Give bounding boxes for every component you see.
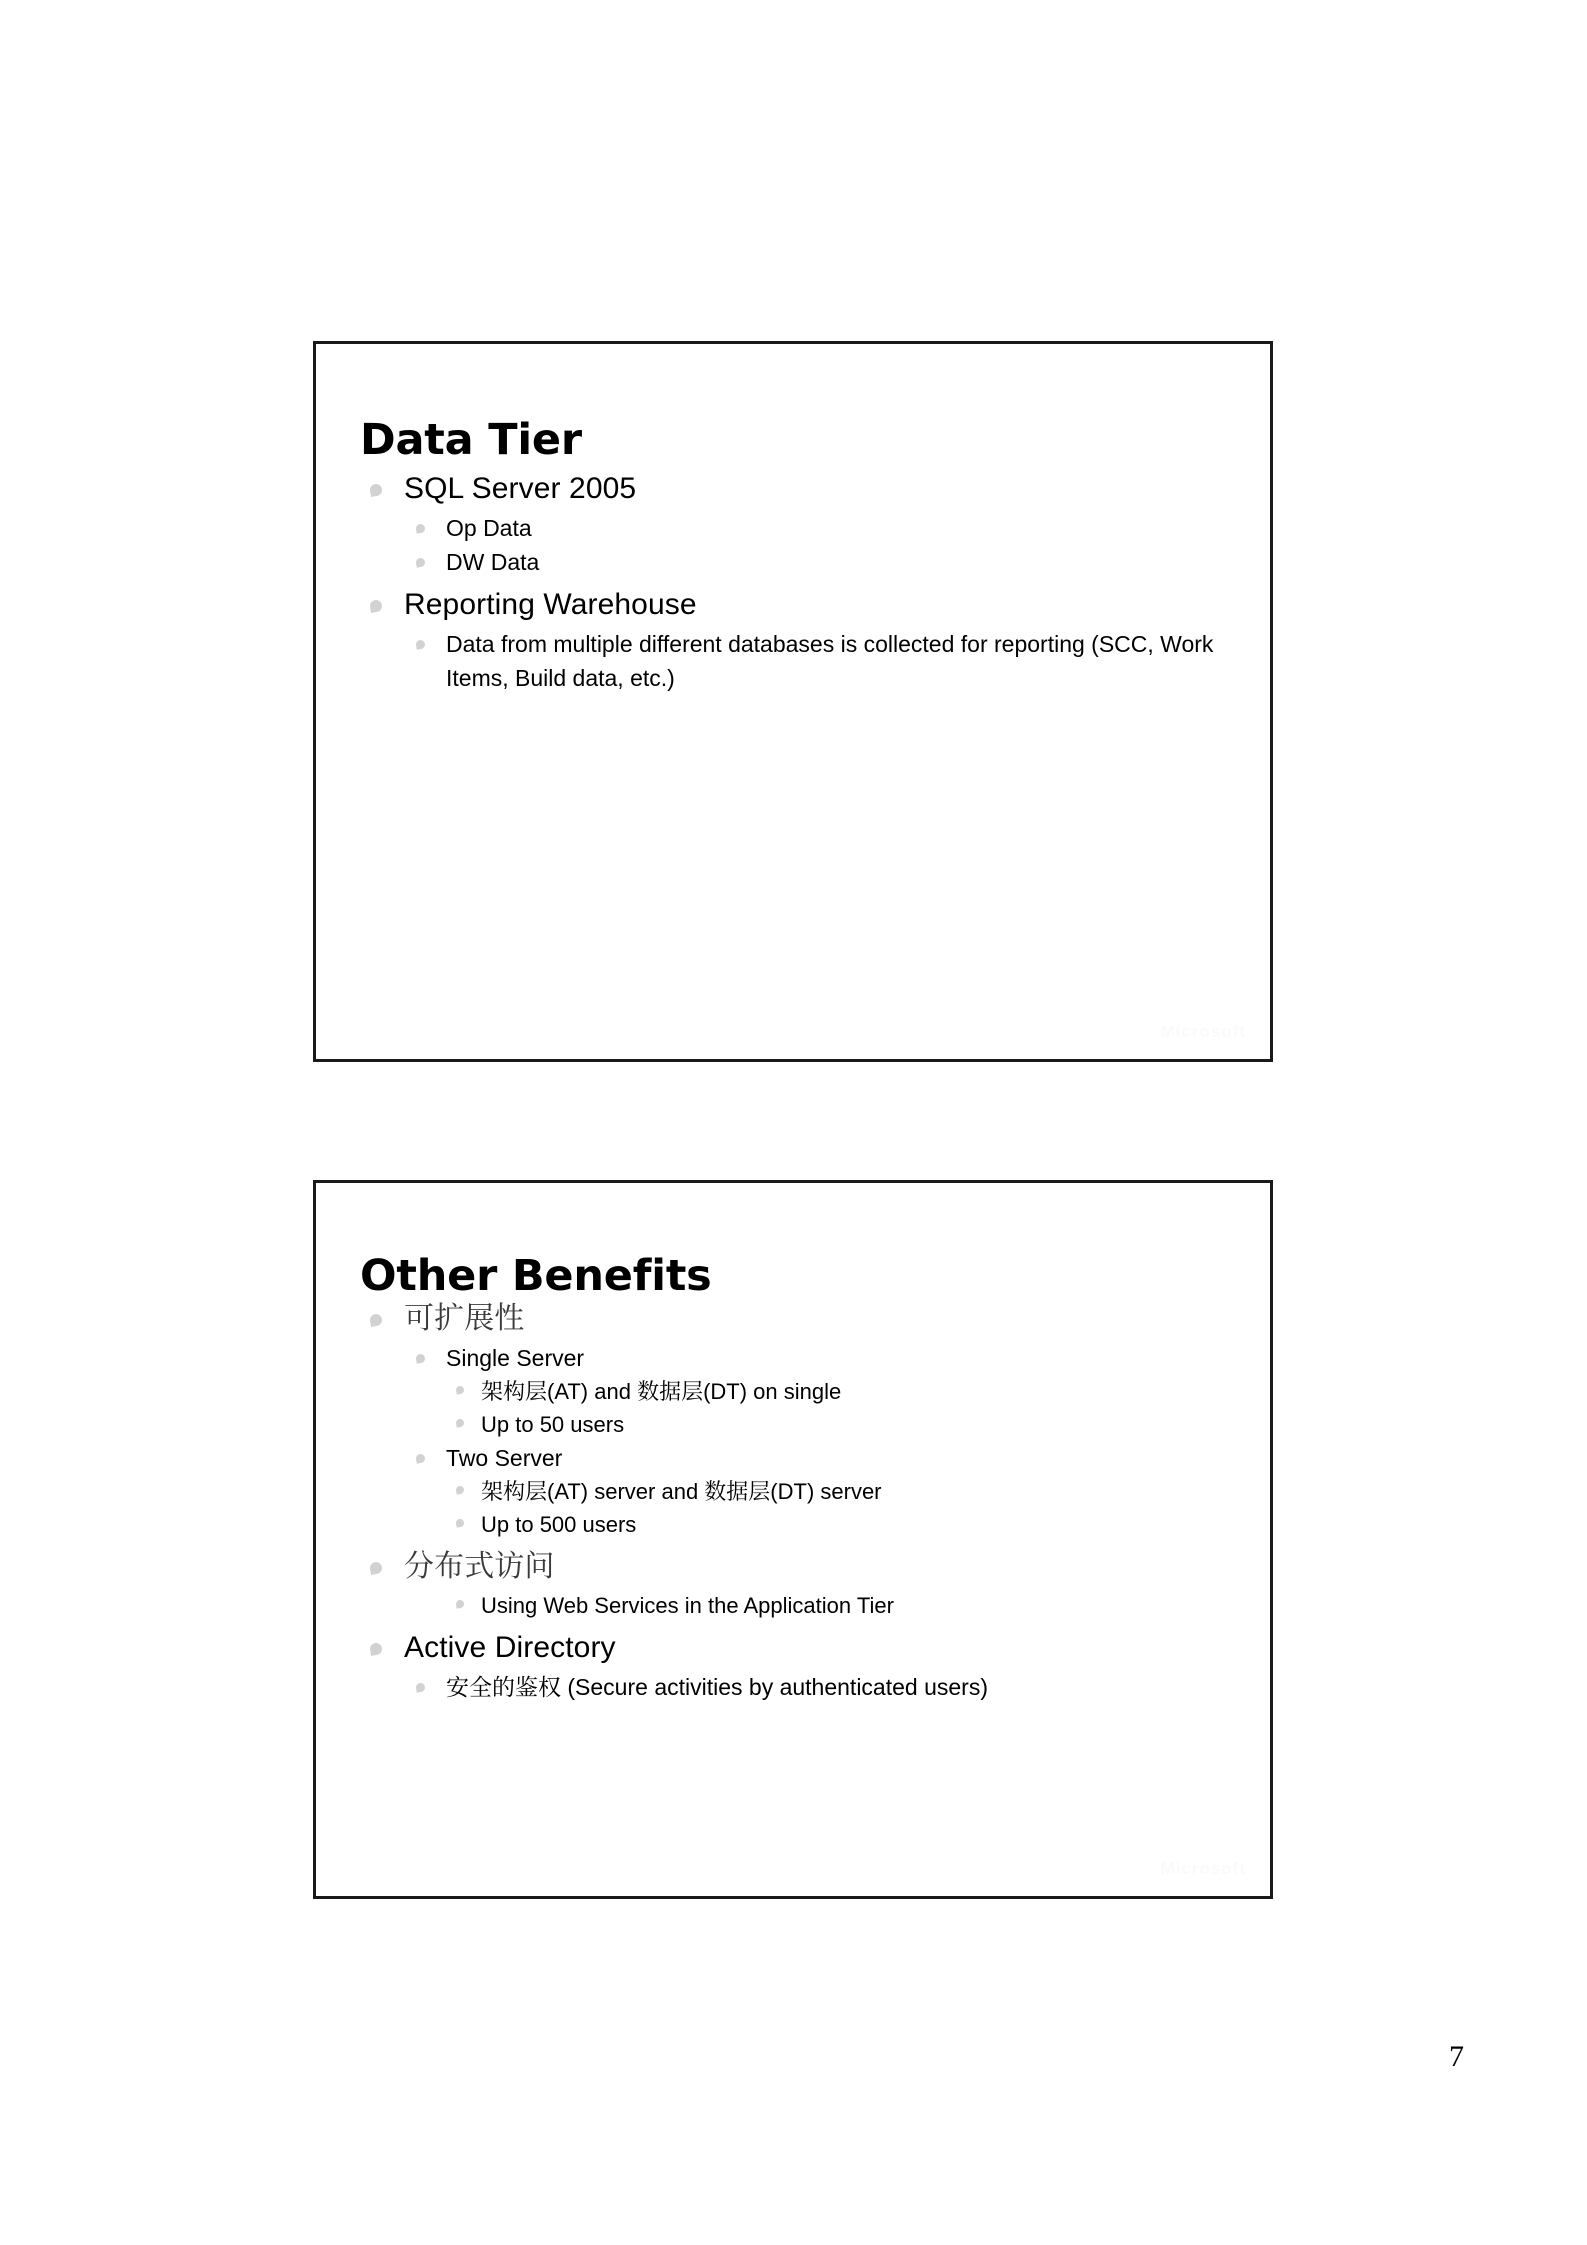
bullet-marker-icon — [415, 523, 425, 533]
slide-watermark: Microsoft — [1160, 1022, 1246, 1041]
outline-item-text: 架构层(AT) server and 数据层(DT) server — [481, 1479, 882, 1504]
bullet-marker-icon — [415, 1453, 425, 1463]
outline-item-level2 — [360, 511, 1236, 545]
bullet-marker-icon — [455, 1518, 464, 1527]
outline-item-text: Data from multiple different databases is collected for reporting (SCC, Work Items, Build data, etc.) — [446, 631, 1214, 691]
outline-item-text: Two Server — [446, 1445, 563, 1471]
outline-item-level1 — [360, 1626, 1236, 1670]
bullet-marker-icon — [415, 1353, 425, 1363]
bullet-marker-icon — [455, 1485, 464, 1494]
bullet-marker-icon — [369, 1313, 383, 1327]
slide-watermark: Microsoft — [1160, 1859, 1246, 1878]
bullet-marker-icon — [415, 1682, 425, 1692]
outline-item-level1 — [360, 1545, 1236, 1589]
slide-body-outline — [360, 467, 1236, 695]
slide-title: Data Tier — [360, 414, 582, 465]
bullet-marker-icon — [369, 599, 383, 613]
slide-title: Other Benefits — [360, 1250, 712, 1301]
bullet-marker-icon — [455, 1418, 464, 1427]
bullet-marker-icon — [455, 1385, 464, 1394]
outline-item-text: Active Directory — [404, 1631, 616, 1664]
bullet-marker-icon — [415, 639, 425, 649]
slide-other-benefits — [313, 1180, 1273, 1899]
bullet-marker-icon — [369, 1642, 383, 1656]
slide-data-tier — [313, 341, 1273, 1062]
outline-item-level3 — [360, 1375, 1236, 1408]
outline-item-level2 — [360, 1341, 1236, 1375]
outline-item-text: Using Web Services in the Application Tier — [481, 1593, 894, 1618]
outline-item-text: DW Data — [446, 549, 540, 575]
outline-item-text: 安全的鉴权 (Secure activities by authenticated users) — [446, 1674, 988, 1700]
slide-body-outline — [360, 1297, 1236, 1704]
outline-item-level3 — [360, 1408, 1236, 1441]
outline-item-text: 分布式访问 — [404, 1549, 555, 1584]
bullet-marker-icon — [455, 1599, 464, 1608]
outline-item-text: 可扩展性 — [404, 1301, 525, 1336]
outline-item-level1 — [360, 467, 1236, 511]
outline-item-text: Up to 500 users — [481, 1512, 637, 1537]
outline-item-text: Up to 50 users — [481, 1412, 625, 1437]
page-number: 7 — [1449, 2040, 1464, 2073]
outline-item-text: 架构层(AT) and 数据层(DT) on single — [481, 1379, 842, 1404]
outline-item-level3 — [360, 1589, 1236, 1622]
outline-item-level2 — [360, 545, 1236, 579]
outline-item-level1 — [360, 1297, 1236, 1341]
outline-item-level1 — [360, 583, 1236, 627]
outline-item-level3 — [360, 1508, 1236, 1541]
outline-item-level2 — [360, 1441, 1236, 1475]
outline-item-level3 — [360, 1475, 1236, 1508]
outline-item-text: Reporting Warehouse — [404, 588, 697, 621]
bullet-marker-icon — [369, 1561, 383, 1575]
bullet-marker-icon — [369, 483, 383, 497]
outline-item-text: Op Data — [446, 515, 532, 541]
outline-item-text: SQL Server 2005 — [404, 472, 637, 505]
outline-item-level2 — [360, 1670, 1236, 1704]
bullet-marker-icon — [415, 557, 425, 567]
outline-item-text: Single Server — [446, 1345, 585, 1371]
outline-item-level2 — [360, 627, 1236, 695]
